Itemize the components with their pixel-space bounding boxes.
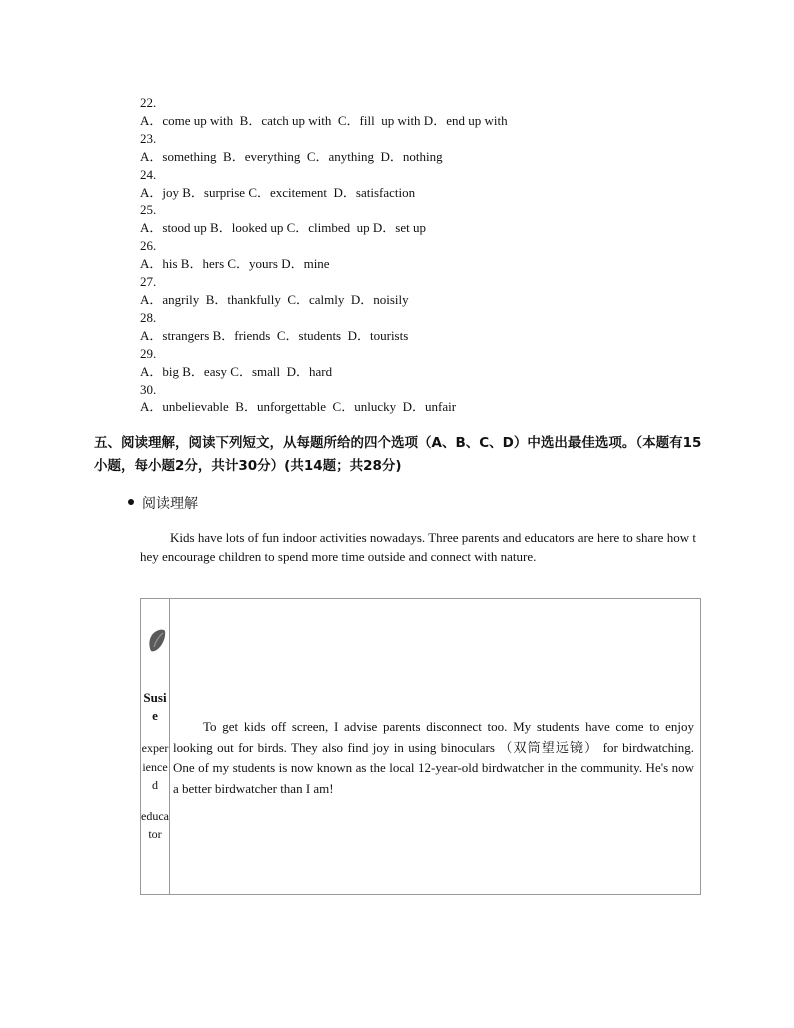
question-number: 25. [140,202,157,218]
bullet-heading [128,493,198,513]
question-number: 22. [140,95,157,110]
bullet-label: 阅读理解 [142,496,198,512]
question-options: A．strangers B．friends C．students D．tourists [140,327,409,343]
question-item [140,273,508,309]
question-number: 27. [140,274,157,290]
profile-box [140,598,701,895]
question-item [140,345,508,381]
question-options: A．his B．hers C．yours D．mine [140,256,330,272]
portrait-image-icon [147,627,167,653]
question-number: 30. [140,381,157,397]
person-role [141,739,169,844]
question-number: 24. [140,166,157,182]
question-options: A．joy B．surprise C．excitement D．satisfaction [140,184,416,200]
person-name: Susie [143,690,167,723]
intro-paragraph: Kids have lots of fun indoor activities nowadays. Three parents and educators are here to share how they encourage children to spend more time outside and connect with nature. [140,530,696,564]
question-item [140,381,508,417]
question-item [140,166,508,202]
question-item [140,201,508,237]
question-number: 29. [140,345,157,361]
question-options: A．something B．everything C．anything D．nothing [140,148,443,164]
bullet-icon [128,499,134,505]
question-item [140,237,508,273]
question-number: 26. [140,238,157,254]
question-list [140,94,508,416]
question-options: A．unbelievable B．unforgettable C．unlucky D．unfair [140,399,457,415]
question-number: 23. [140,130,157,146]
profile-column [141,599,170,894]
question-item [140,130,508,166]
question-item [140,94,508,130]
question-options: A．come up with B．catch up with C．fill up with D．end up with [140,112,508,128]
quote-text: To get kids off screen, I advise parents disconnect too. My students have come to enjoy looking out for birds. They also find joy in using binoculars （双筒望远镜） for birdwatching. One of my students is now known as the local 12-year-old birdwatcher in the community. He's now a better birdwatcher than I am! [173,719,694,796]
question-options: A．big B．easy C．small D．hard [140,363,333,379]
role-line: educator [141,808,169,841]
role-line: experienced [141,741,169,792]
question-options: A．angrily B．thankfully C．calmly D．noisily [140,291,409,307]
question-number: 28. [140,309,157,325]
section-title: 五、阅读理解，阅读下列短文，从每题所给的四个选项（A、B、C、D）中选出最佳选项。（本题有15小题，每小题2分，共计30分）(共14题；共28分) [94,435,702,474]
question-item [140,309,508,345]
question-options: A．stood up B．looked up C．climbed up D．set up [140,220,426,236]
